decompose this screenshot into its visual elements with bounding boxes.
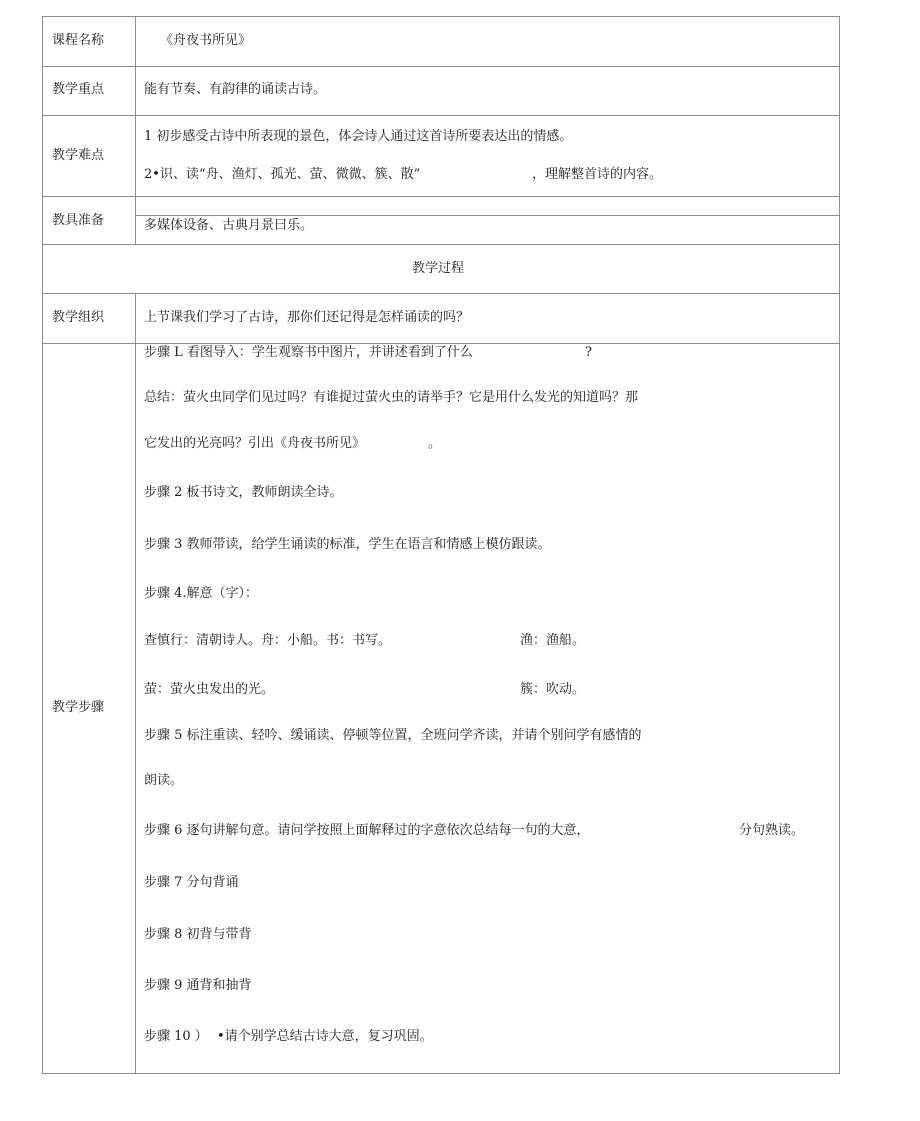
process-header: 教学过程: [412, 261, 465, 276]
organization-value: 上节课我们学习了古诗，那你们还记得是怎样诵读的吗？: [144, 310, 470, 325]
step-1-mark: ?: [585, 345, 592, 360]
difficulty-label: 教学难点: [52, 148, 105, 163]
difficulty-line-1: 1 初步感受古诗中所表现的景色，体会诗人通过这首诗所要表达出的情感。: [144, 129, 573, 144]
step-5: 步骤 5 标注重读、轻吟、缓诵读、停顿等位置，全班问学齐读，并请个别问学有感情的: [144, 728, 642, 743]
difficulty-line-2a: 2•识、读“舟、渔灯、孤光、萤、微微、簇、散”: [144, 167, 421, 182]
focus-label: 教学重点: [52, 82, 105, 97]
difficulty-line-2b: ，理解整首诗的内容。: [532, 167, 663, 182]
step-6-right: 分句熟读。: [739, 823, 805, 838]
step-4: 步骤 4.解意（字）：: [144, 586, 259, 601]
step-9: 步骤 9 通背和抽背: [144, 978, 252, 993]
course-label: 课程名称: [52, 33, 105, 48]
step-8: 步骤 8 初背与带背: [144, 927, 252, 942]
step-2: 步骤 2 板书诗文，教师朗读全诗。: [144, 485, 343, 500]
step-7: 步骤 7 分句背诵: [144, 875, 239, 890]
gloss-line-2-right: 簇：吹动。: [520, 682, 586, 697]
focus-value: 能有节奏、有韵律的诵读古诗。: [144, 82, 327, 97]
materials-label: 教具准备: [52, 213, 105, 228]
step-5-cont: 朗读。: [144, 773, 184, 788]
summary-line-1: 总结：萤火虫同学们见过吗？有谁捉过萤火虫的请举手？它是用什么发光的知道吗？那: [144, 390, 639, 405]
gloss-line-2: 萤：萤火虫发出的光。: [144, 682, 275, 697]
step-3: 步骤 3 教师带读，给学生诵读的标准，学生在语言和情感上模仿跟读。: [144, 537, 551, 552]
step-6: 步骤 6 逐句讲解句意。请问学按照上面解释过的字意依次总结每一句的大意，: [144, 823, 590, 838]
materials-value: 多媒体设备、古典月景曰乐。: [144, 218, 314, 233]
summary-line-2: 它发出的光亮吗？引出《舟夜书所见》: [144, 436, 366, 451]
step-10-text: •请个别学总结古诗大意，复习巩固。: [217, 1029, 433, 1044]
course-value: 《舟夜书所见》: [160, 33, 252, 48]
summary-line-2-end: 。: [428, 436, 442, 451]
gloss-line-1: 查慎行：清朝诗人。舟：小船。书：书写。: [144, 633, 392, 648]
step-1: 步骤 L 看图导入：学生观察书中图片，并讲述看到了什么: [144, 345, 473, 360]
step-10: 步骤 10 ）: [144, 1029, 208, 1044]
organization-label: 教学组织: [52, 310, 105, 325]
gloss-line-1-right: 渔：渔船。: [520, 633, 586, 648]
steps-label: 教学步骤: [52, 700, 105, 715]
